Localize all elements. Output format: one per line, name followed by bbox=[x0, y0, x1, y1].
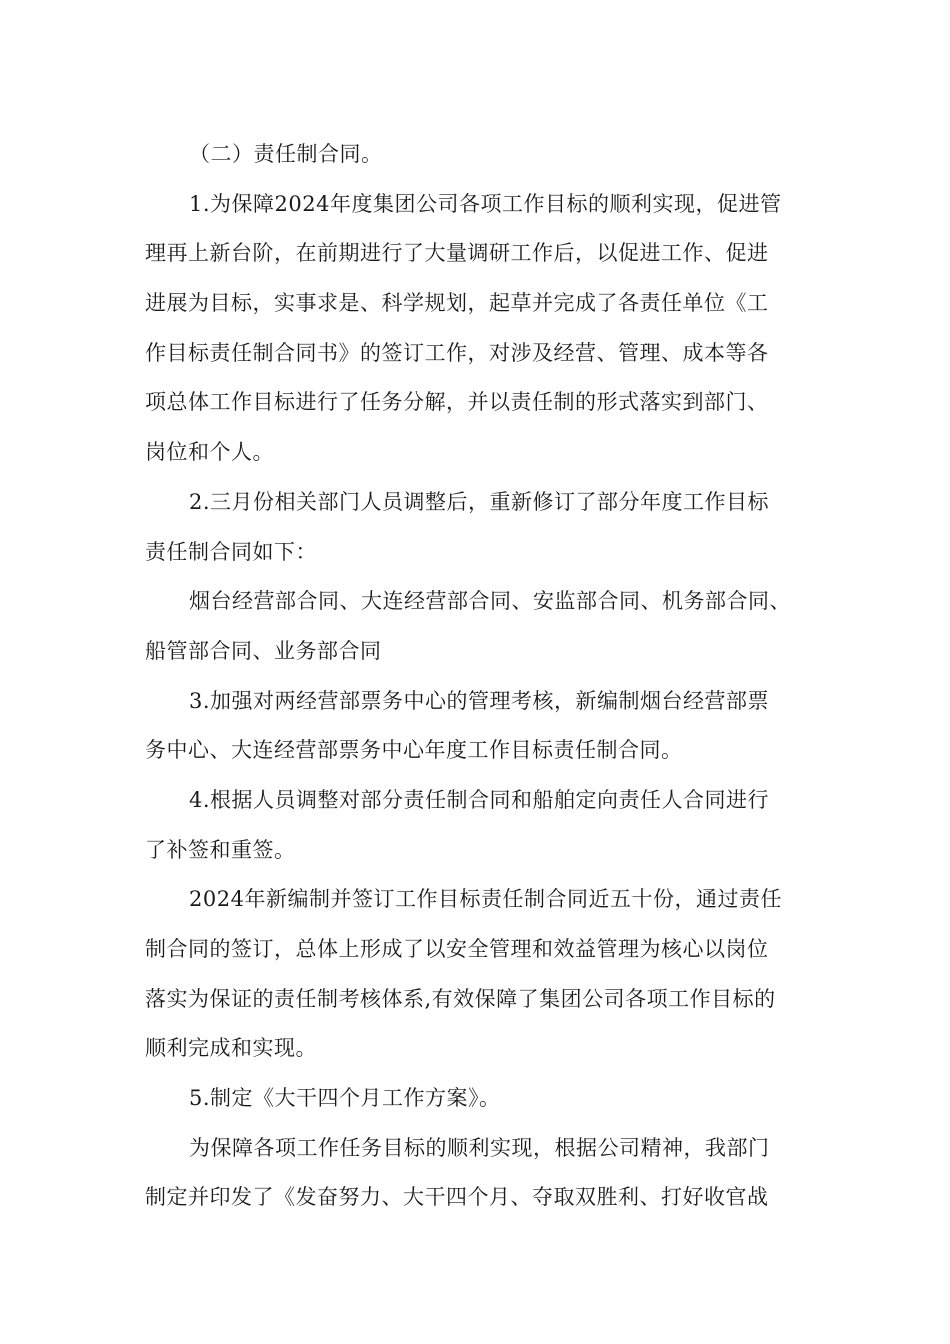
document-line: 务中心、大连经营部票务中心年度工作目标责任制合同。 bbox=[145, 738, 683, 763]
document-line: 3.加强对两经营部票务中心的管理考核，新编制烟台经营部票 bbox=[189, 688, 770, 713]
document-line: 理再上新台阶，在前期进行了大量调研工作后，以促进工作、促进 bbox=[145, 241, 769, 266]
document-line: 作目标责任制合同书》的签订工作，对涉及经营、管理、成本等各 bbox=[145, 340, 769, 365]
document-line: 1.为保障2024年度集团公司各项工作目标的顺利实现，促进管 bbox=[189, 191, 782, 216]
document-line: 烟台经营部合同、大连经营部合同、安监部合同、机务部合同、 bbox=[189, 589, 791, 614]
document-line: 项总体工作目标进行了任务分解，并以责任制的形式落实到部门、 bbox=[145, 390, 769, 415]
document-line: 顺利完成和实现。 bbox=[145, 1036, 317, 1061]
document-line: 2.三月份相关部门人员调整后，重新修订了部分年度工作目标 bbox=[189, 489, 770, 514]
document-line: 2024年新编制并签订工作目标责任制合同近五十份，通过责任 bbox=[189, 887, 782, 912]
document-line: 4.根据人员调整对部分责任制合同和船舶定向责任人合同进行 bbox=[189, 787, 770, 812]
document-line: 进展为目标，实事求是、科学规划，起草并完成了各责任单位《工 bbox=[145, 291, 769, 316]
document-line: 船管部合同、业务部合同 bbox=[145, 638, 382, 663]
document-line: 岗位和个人。 bbox=[145, 440, 274, 465]
document-line: 制合同的签订，总体上形成了以安全管理和效益管理为核心以岗位 bbox=[145, 937, 769, 961]
document-line: 5.制定《大干四个月工作方案》。 bbox=[189, 1086, 501, 1111]
document-line: 责任制合同如下： bbox=[145, 539, 317, 564]
document-line: 制定并印发了《发奋努力、大干四个月、夺取双胜利、打好收官战 bbox=[145, 1185, 769, 1210]
document-line: 了补签和重签。 bbox=[145, 837, 296, 862]
document-body bbox=[145, 130, 805, 1223]
document-line: 为保障各项工作任务目标的顺利实现，根据公司精神，我部门 bbox=[189, 1135, 770, 1160]
document-line: （二）责任制合同。 bbox=[189, 142, 383, 166]
document-line: 落实为保证的责任制考核体系,有效保障了集团公司各项工作目标的 bbox=[145, 986, 776, 1011]
